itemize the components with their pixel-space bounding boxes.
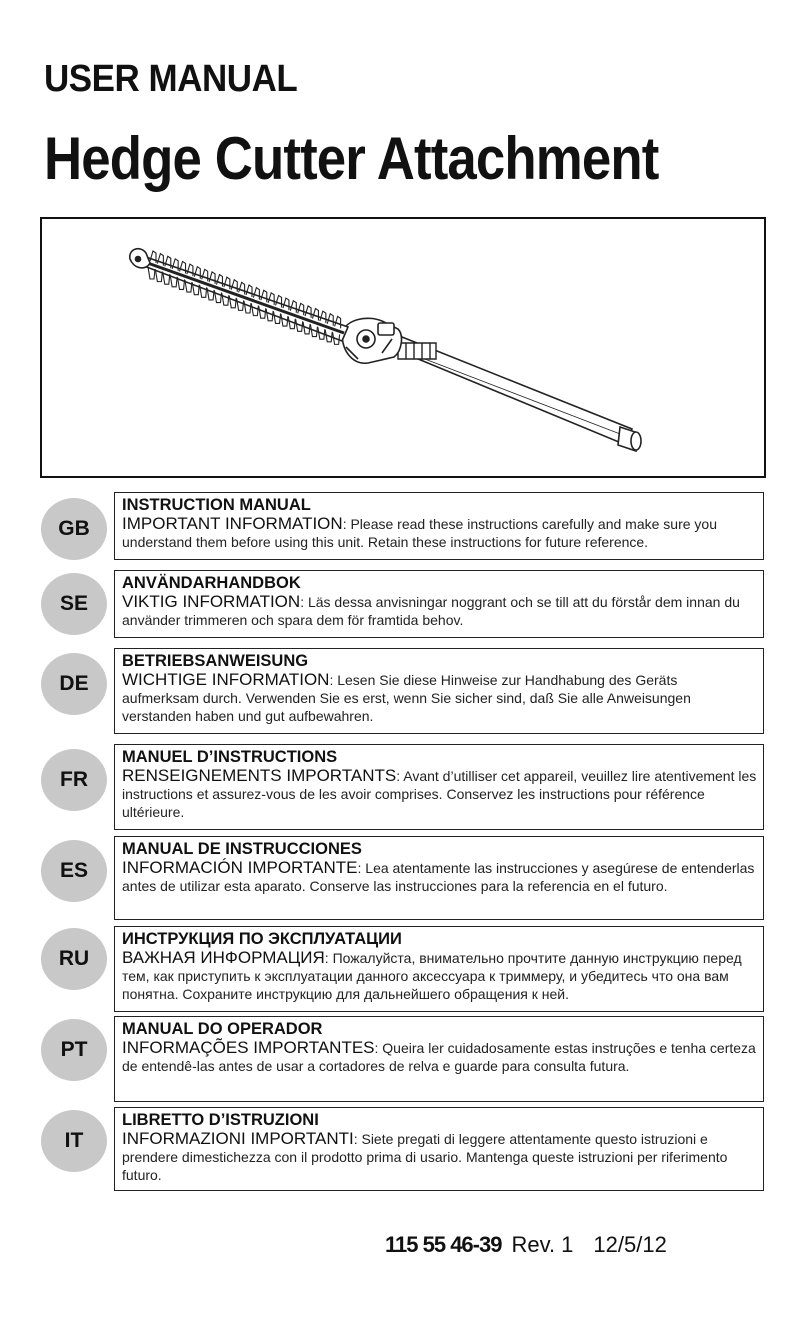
language-badge-it: IT — [41, 1110, 107, 1172]
language-badge-fr: FR — [41, 749, 107, 811]
important-label: RENSEIGNEMENTS IMPORTANTS — [122, 766, 397, 785]
important-text: : Please read these instructions carefully and make sure you understand them before using this unit. Retain these instructions for future reference. — [122, 516, 717, 550]
language-body — [122, 767, 757, 821]
language-box-it — [114, 1107, 764, 1191]
important-label: IMPORTANT INFORMATION — [122, 514, 343, 533]
language-box-es — [114, 836, 764, 920]
language-heading: MANUAL DE INSTRUCCIONES — [122, 840, 362, 858]
language-box-pt — [114, 1016, 764, 1102]
language-heading: MANUEL D’INSTRUCTIONS — [122, 748, 338, 766]
important-label: INFORMAZIONI IMPORTANTI — [122, 1129, 354, 1148]
language-badge-se: SE — [41, 573, 107, 635]
language-heading: ИНСТРУКЦИЯ ПО ЭКСПЛУАТАЦИИ — [122, 930, 402, 948]
important-label: WICHTIGE INFORMATION — [122, 670, 330, 689]
language-heading: MANUAL DO OPERADOR — [122, 1020, 323, 1038]
language-heading: LIBRETTO D’ISTRUZIONI — [122, 1111, 319, 1129]
language-heading: INSTRUCTION MANUAL — [122, 496, 311, 514]
important-text: : Avant d’utilliser cet appareil, veuillez lire atentivement les instructions et assurez-vous de les avoir comprises. Conservez les instructions pour référence ultérieure. — [122, 768, 757, 820]
language-box-se — [114, 570, 764, 638]
page-title: Hedge Cutter Attachment — [44, 125, 659, 192]
language-badge-gb: GB — [41, 498, 107, 560]
important-text: : Lesen Sie diese Hinweise zur Handhabung des Geräts aufmerksam durch. Verwenden Sie es erst, wenn Sie sicher sind, daß Sie alle Anweisungen verstanden haben und gut aufbewahren. — [122, 672, 691, 724]
language-body — [122, 1130, 757, 1184]
important-label: INFORMACIÓN IMPORTANTE — [122, 858, 358, 877]
important-label: ВАЖНАЯ ИНФОРМАЦИЯ — [122, 948, 325, 967]
footer-revision-line — [385, 1232, 667, 1258]
language-badge-ru: RU — [41, 928, 107, 990]
language-badge-de: DE — [41, 653, 107, 715]
language-box-gb — [114, 492, 764, 560]
language-heading: ANVÄNDARHANDBOK — [122, 574, 301, 592]
important-label: INFORMAÇÕES IMPORTANTES — [122, 1038, 375, 1057]
language-box-ru — [114, 926, 764, 1012]
hedge-cutter-attachment-illustration — [42, 219, 764, 476]
language-body — [122, 515, 757, 551]
language-badge-pt: PT — [41, 1019, 107, 1081]
language-badge-es: ES — [41, 840, 107, 902]
language-box-de — [114, 648, 764, 734]
product-figure — [40, 217, 766, 478]
revision-date: 12/5/12 — [593, 1232, 667, 1257]
manual-label: USER MANUAL — [44, 58, 298, 100]
language-body — [122, 671, 757, 725]
language-heading: BETRIEBSANWEISUNG — [122, 652, 309, 670]
part-number: 115 55 46-39 — [385, 1232, 502, 1257]
revision: Rev. 1 — [511, 1232, 574, 1257]
important-text: : Queira ler cuidadosamente estas instruções e tenha certeza de entendê-las antes de usar a cortadores de relva e guarde para consulta futura. — [122, 1040, 756, 1074]
language-body — [122, 593, 757, 629]
important-label: VIKTIG INFORMATION — [122, 592, 301, 611]
important-text: : Läs dessa anvisningar noggrant och se till att du förstår dem innan du använder trimmeren och spara dem för framtida behov. — [122, 594, 740, 628]
important-text: : Siete pregati di leggere attentamente questo istruzioni e prendere dimestichezza con il prodotto prima di usario. Mantenga queste istruzioni per riferimento futuro. — [122, 1131, 728, 1183]
language-body — [122, 949, 757, 1003]
important-text: : Lea atentamente las instrucciones y asegúrese de entenderlas antes de utilizar esta aparato. Conserve las instrucciones para la referencia en el futuro. — [122, 860, 755, 894]
language-body — [122, 1039, 757, 1075]
language-box-fr — [114, 744, 764, 830]
language-body — [122, 859, 757, 895]
important-text: : Пожалуйста, внимательно прочтите данную инструкцию перед тем, как приступить к эксплуатации данного аксессуара к триммеру, и убедитесь что она вам понятна. Сохраните инструкцию для дальнейшего обращения к ней. — [122, 950, 742, 1002]
